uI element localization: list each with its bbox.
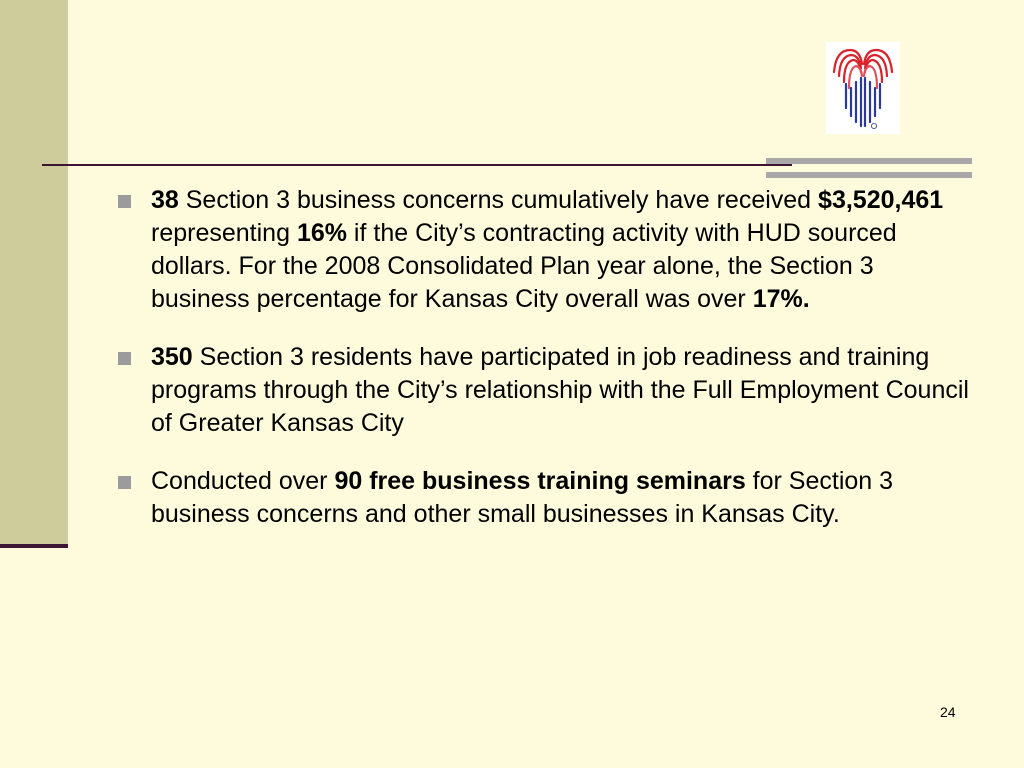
bullet-text: Conducted over 90 free business training seminars for Section 3 business concerns and other small businesses in Kansas City.: [151, 467, 894, 528]
bullet-item-section3-residents: [118, 341, 978, 440]
bullet-marker: [118, 195, 131, 208]
left-accent-bar: [0, 0, 68, 546]
bullet-text: 350 Section 3 residents have participated in job readiness and training programs through the City’s relationship with the Full Employment Council of Greater Kansas City: [151, 343, 969, 437]
bullet-text: 38 Section 3 business concerns cumulatively have received $3,520,461 representing 16% if the City’s contracting activity with HUD sourced dollars. For the 2008 Consolidated Plan year alone, the Section 3 business percentage for Kansas City overall was over 17%.: [151, 186, 944, 313]
title-divider: [42, 164, 792, 166]
bullet-marker: [118, 476, 131, 489]
page-number: 24: [940, 704, 956, 720]
bullet-item-section3-concerns: [118, 184, 978, 316]
left-bar-rule: [0, 544, 68, 548]
bullet-list: [118, 184, 978, 556]
bullet-item-training-seminars: [118, 465, 978, 531]
bullet-marker: [118, 352, 131, 365]
decorative-stripe: [766, 158, 972, 164]
fountain-logo-icon: [826, 42, 900, 134]
decorative-stripe: [766, 172, 972, 178]
